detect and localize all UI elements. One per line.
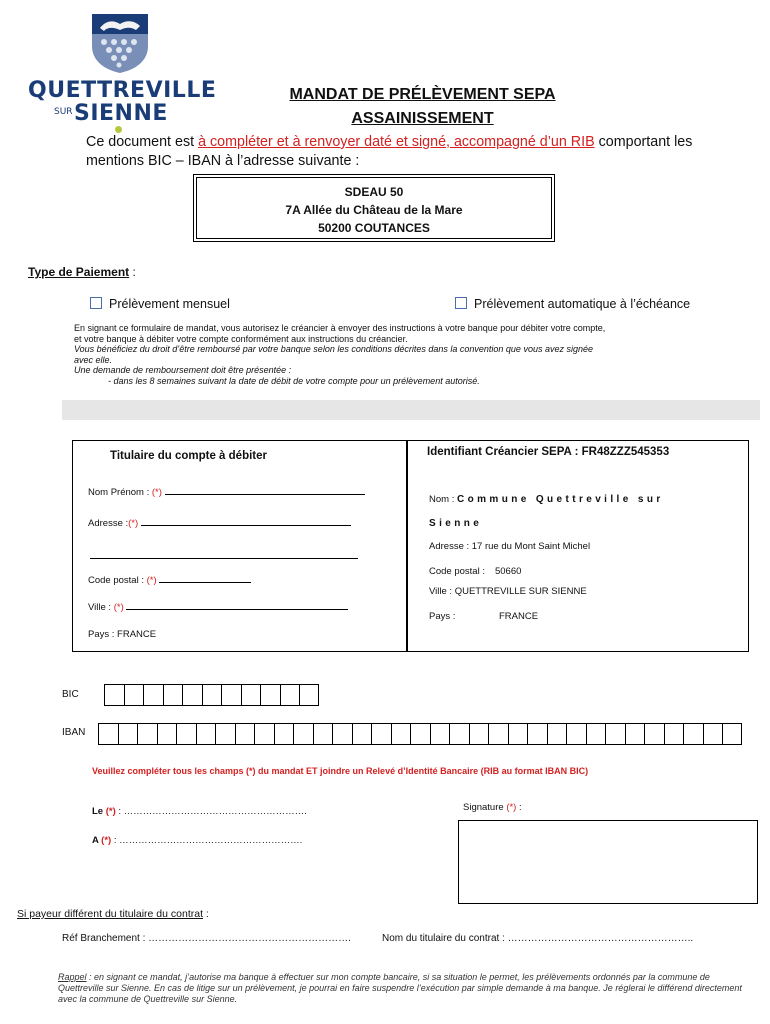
iban-char-box[interactable] [449, 723, 469, 745]
debtor-city-label: Ville : [88, 602, 114, 613]
bic-char-box[interactable] [202, 684, 222, 706]
rappel-notice [58, 972, 748, 1005]
debtor-name-row [88, 487, 365, 498]
logo-town-line2: SIENNE [74, 101, 168, 126]
bic-char-box[interactable] [260, 684, 280, 706]
iban-char-box[interactable] [605, 723, 625, 745]
creditor-cp-label: Code postal : [429, 566, 485, 577]
bic-char-box[interactable] [299, 684, 319, 706]
signature-label-row [463, 802, 522, 813]
bic-char-box[interactable] [143, 684, 163, 706]
debtor-name-label: Nom Prénom : [88, 487, 152, 498]
legal-line4: avec elle. [74, 354, 113, 365]
payment-type-label: Type de Paiement [28, 265, 130, 279]
debtor-address-input-2[interactable] [90, 558, 358, 559]
date-row[interactable] [92, 806, 307, 817]
required-fields-warning: Veuillez compléter tous les champs (*) du mandat ET joindre un Relevé d’Identité Bancaire (RIB au format IBAN BIC) [92, 766, 589, 776]
signature-box[interactable] [458, 820, 758, 904]
logo-sur: SUR [54, 107, 73, 117]
required-mark: (*) [506, 802, 517, 813]
iban-char-box[interactable] [683, 723, 703, 745]
debtor-city-row [88, 602, 348, 613]
creditor-cp-value: 50660 [494, 566, 522, 577]
bic-char-box[interactable] [241, 684, 261, 706]
payment-type-heading [28, 265, 136, 279]
iban-char-box[interactable] [664, 723, 684, 745]
monthly-checkbox[interactable] [90, 297, 102, 309]
iban-char-box[interactable] [98, 723, 118, 745]
monthly-option-label: Prélèvement mensuel [109, 297, 230, 311]
bic-char-box[interactable] [124, 684, 144, 706]
document-title: MANDAT DE PRÉLÈVEMENT SEPA [289, 86, 556, 103]
automatic-checkbox[interactable] [455, 297, 467, 309]
logo-town-line1: QUETTREVILLE [28, 78, 217, 103]
creditor-name-value: Commune Quettreville sur [456, 494, 664, 505]
date-dots: : …………………………………………………. [115, 806, 307, 817]
debtor-cp-label: Code postal : [88, 575, 147, 586]
iban-char-box[interactable] [410, 723, 430, 745]
iban-char-box[interactable] [508, 723, 528, 745]
creditor-name-label: Nom : [429, 494, 457, 505]
place-dots: : …………………………………………………. [111, 835, 303, 846]
iban-label: IBAN [62, 727, 86, 738]
creditor-name-row [429, 494, 664, 505]
creditor-name-value-2: Sienne [429, 518, 483, 529]
iban-char-box[interactable] [527, 723, 547, 745]
payment-type-suffix: : [129, 265, 136, 279]
separator-band [62, 400, 760, 420]
iban-char-box[interactable] [391, 723, 411, 745]
legal-notice [74, 323, 714, 386]
iban-char-box[interactable] [196, 723, 216, 745]
iban-char-box[interactable] [157, 723, 177, 745]
iban-char-box[interactable] [703, 723, 723, 745]
required-mark: (*) [128, 518, 139, 529]
legal-line6: - dans les 8 semaines suivant la date de débit de votre compte pour un prélèvement autorisé. [108, 375, 480, 386]
signature-colon: : [516, 802, 522, 813]
iban-char-box[interactable] [644, 723, 664, 745]
required-mark: (*) [105, 806, 116, 817]
iban-char-box[interactable] [371, 723, 391, 745]
automatic-option-label: Prélèvement automatique à l’échéance [474, 297, 691, 311]
contract-holder-field[interactable]: Nom du titulaire du contrat : ……………………………………………….. [382, 933, 694, 944]
rappel-label: Rappel [58, 972, 87, 982]
bic-grid [104, 684, 319, 706]
required-mark: (*) [101, 835, 112, 846]
debtor-country: Pays : FRANCE [88, 629, 157, 640]
date-label: Le [92, 806, 106, 817]
iban-char-box[interactable] [293, 723, 313, 745]
intro-part2: comportant les mentions BIC – IBAN à l’adresse suivante : [86, 134, 693, 169]
debtor-title: Titulaire du compte à débiter [110, 450, 267, 462]
iban-char-box[interactable] [469, 723, 489, 745]
iban-char-box[interactable] [176, 723, 196, 745]
required-mark: (*) [113, 602, 124, 613]
debtor-address-label: Adresse : [88, 518, 129, 529]
payer-heading-row [17, 908, 209, 920]
place-label: A [92, 835, 102, 846]
creditor-cp-row [429, 566, 521, 577]
address-line3: 50200 COUTANCES [318, 221, 430, 235]
debtor-name-input[interactable] [165, 493, 365, 495]
iban-char-box[interactable] [118, 723, 138, 745]
creditor-panel [407, 440, 749, 652]
iban-char-box[interactable] [352, 723, 372, 745]
legal-line3: Vous bénéficiez du droit d’être remboursé par votre banque selon les conditions décrites dans la convention que vous avez signée [74, 344, 593, 354]
iban-char-box[interactable] [488, 723, 508, 745]
iban-char-box[interactable] [215, 723, 235, 745]
bic-label: BIC [62, 689, 79, 700]
iban-char-box[interactable] [332, 723, 352, 745]
place-row[interactable] [92, 835, 302, 846]
creditor-address: Adresse : 17 rue du Mont Saint Michel [429, 541, 591, 552]
bic-char-box[interactable] [182, 684, 202, 706]
intro-part1: Ce document est [86, 134, 199, 150]
bic-char-box[interactable] [104, 684, 124, 706]
ref-branchement-field[interactable]: Réf Branchement : ……………………………………………………. [62, 933, 351, 944]
iban-char-box[interactable] [274, 723, 294, 745]
iban-char-box[interactable] [137, 723, 157, 745]
bic-char-box[interactable] [163, 684, 183, 706]
required-mark: (*) [151, 487, 162, 498]
debtor-panel [72, 440, 407, 652]
intro-text [86, 133, 726, 171]
iban-char-box[interactable] [566, 723, 586, 745]
debtor-address-row [88, 518, 351, 529]
coat-of-arms-icon [90, 12, 150, 74]
document-subtitle: ASSAINISSEMENT [351, 110, 494, 127]
creditor-city: Ville : QUETTREVILLE SUR SIENNE [429, 586, 587, 597]
legal-line2: et votre banque à débiter votre compte conformément aux instructions du créancier. [74, 333, 408, 344]
rappel-text: : en signant ce mandat, j’autorise ma banque à effectuer sur mon compte bancaire, si sa situation le permet, les prélèvements ordonnés par la commune de Quettreville sur Sienne. En cas de litige sur un prélèvement, je pourrai en faire suspendre l’exécution par simple demande à ma banque. Je réglerai le différend directement avec la commune de Quettreville sur Sienne. [58, 972, 742, 1004]
creditor-country-label: Pays : [429, 611, 456, 622]
bic-char-box[interactable] [280, 684, 300, 706]
payer-heading: Si payeur différent du titulaire du contrat [17, 908, 204, 920]
debtor-cp-row [88, 575, 251, 586]
iban-char-box[interactable] [547, 723, 567, 745]
iban-char-box[interactable] [430, 723, 450, 745]
signature-label: Signature [463, 802, 507, 813]
iban-char-box[interactable] [722, 723, 742, 745]
debtor-city-input[interactable] [126, 608, 348, 610]
iban-char-box[interactable] [586, 723, 606, 745]
creditor-country-value: FRANCE [499, 611, 539, 622]
legal-line5: Une demande de remboursement doit être présentée : [74, 365, 292, 375]
creditor-title: Identifiant Créancier SEPA : FR48ZZZ545353 [427, 446, 670, 458]
payer-heading-suffix: : [203, 908, 209, 920]
iban-char-box[interactable] [313, 723, 333, 745]
iban-char-box[interactable] [625, 723, 645, 745]
iban-char-box[interactable] [254, 723, 274, 745]
address-line2: 7A Allée du Château de la Mare [285, 203, 463, 217]
required-mark: (*) [146, 575, 157, 586]
legal-line1: En signant ce formulaire de mandat, vous autorisez le créancier à envoyer des instructions à votre banque pour débiter votre compte, [74, 323, 606, 333]
bic-char-box[interactable] [221, 684, 241, 706]
iban-char-box[interactable] [235, 723, 255, 745]
address-line1: SDEAU 50 [344, 185, 404, 199]
return-address-box [196, 177, 552, 239]
intro-highlight: à compléter et à renvoyer daté et signé, accompagné d’un RIB [198, 134, 595, 150]
iban-grid [98, 723, 742, 745]
debtor-address-input[interactable] [141, 524, 351, 526]
debtor-cp-input[interactable] [159, 581, 251, 583]
